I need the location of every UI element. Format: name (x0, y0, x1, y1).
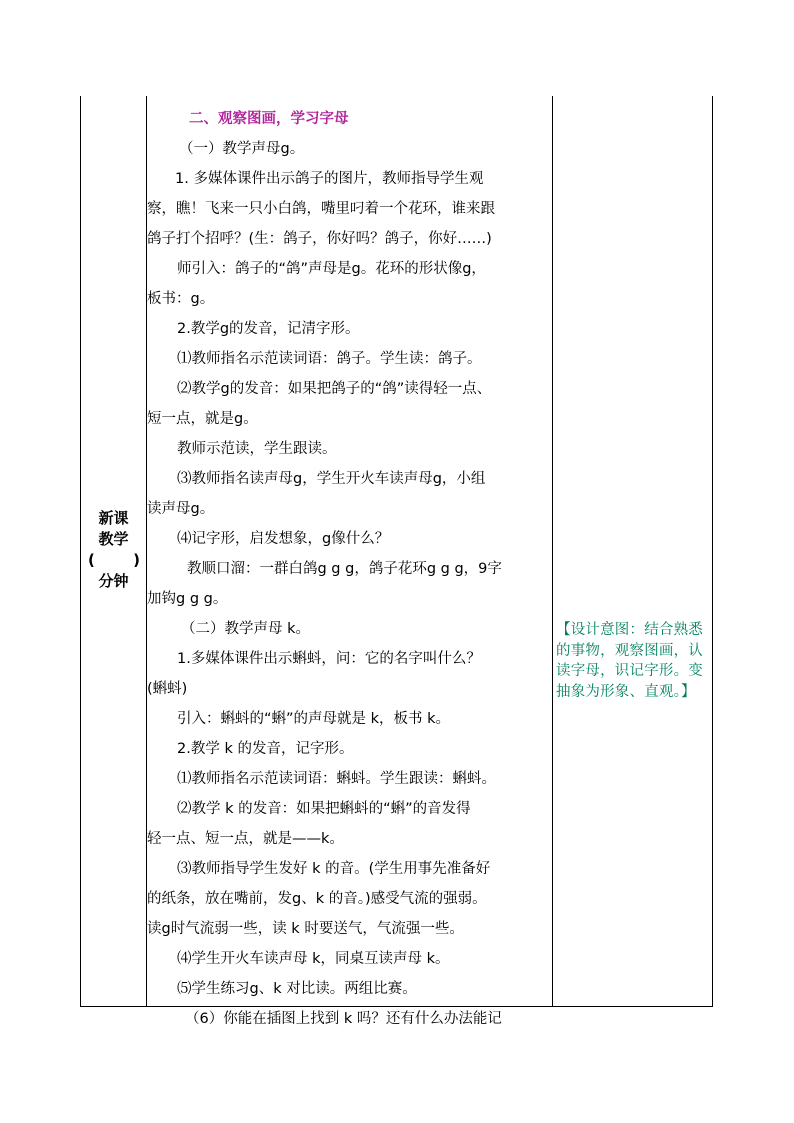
section-label-line4: 分钟 (98, 572, 129, 590)
lesson-content (147, 104, 529, 1034)
paragraph-line: 2.教学g的发音，记清字形。 (177, 321, 360, 337)
paragraph-line: 引入：蝌蚪的“蝌”的声母就是 k，板书 k。 (177, 711, 451, 727)
minutes-blank (81, 550, 146, 571)
paragraph-line: ⑸学生练习g、k 对比读。两组比赛。 (177, 981, 417, 997)
section-label-line1: 新课 (98, 509, 129, 527)
paragraph-line: 的纸条，放在嘴前，发g、k 的音。)感受气流的强弱。 (147, 891, 487, 907)
section-label (81, 508, 146, 592)
lesson-table (80, 96, 713, 1027)
section-heading: 二、观察图画，学习字母 (189, 111, 349, 127)
paragraph-line: 加钩g g g。 (147, 591, 228, 607)
paragraph-line: (蝌蚪) (147, 681, 188, 697)
paragraph-line: 教顺口溜：一群白鸽g g g，鸽子花环g g g，9字 (187, 561, 502, 577)
paragraph-line: （6）你能在插图上找到 k 吗？还有什么办法能记 (185, 1011, 502, 1027)
paren-open: ( (88, 551, 95, 569)
paragraph-line: 读g时气流弱一些，读 k 时要送气，气流强一些。 (147, 921, 464, 937)
paragraph-line: ⑶教师指名读声母g，学生开火车读声母g，小组 (177, 471, 486, 487)
paragraph-line: 教师示范读，学生跟读。 (177, 441, 337, 457)
paragraph-line: ⑶教师指导学生发好 k 的音。(学生用事先准备好 (177, 861, 491, 877)
paragraph-line: ⑷记字形，启发想象，g像什么？ (177, 531, 390, 547)
paragraph-line: 轻一点、短一点，就是——k。 (147, 831, 344, 847)
paragraph-line: 察，瞧！飞来一只小白鸽，嘴里叼着一个花环，谁来跟 (147, 201, 495, 217)
paragraph-line: ⑷学生开火车读声母 k，同桌互读声母 k。 (177, 951, 450, 967)
paragraph-line: ⑴教师指名示范读词语：鸽子。学生读：鸽子。 (177, 351, 482, 367)
paragraph-line: 短一点，就是g。 (147, 411, 258, 427)
paragraph-line: 师引入：鸽子的“鸽”声母是g。花环的形状像g， (177, 261, 486, 277)
paragraph-line: ⑴教师指名示范读词语：蝌蚪。学生跟读：蝌蚪。 (177, 771, 496, 787)
paragraph-line: ⑵教学 k 的发音：如果把蝌蚪的“蝌”的音发得 (177, 801, 471, 817)
design-intent-note: 【设计意图：结合熟悉的事物，观察图画，认读字母，识记字形。变抽象为形象、直观。】 (556, 622, 703, 700)
paragraph-line: 板书：g。 (147, 291, 215, 307)
paragraph-line: 鸽子打个招呼？(生：鸽子，你好吗？鸽子，你好……) (147, 231, 492, 247)
paren-close: ) (133, 551, 140, 569)
section-label-line2: 教学 (98, 530, 129, 548)
paragraph-line: ⑵教学g的发音：如果把鸽子的“鸽”读得轻一点、 (177, 381, 492, 397)
paragraph-line: 1. 多媒体课件出示鸽子的图片，教师指导学生观 (175, 171, 484, 187)
paragraph-line: 1.多媒体课件出示蝌蚪，问：它的名字叫什么？ (177, 651, 481, 667)
column-divider-right (552, 96, 553, 1006)
subsection-title-k: （二）教学声母 k。 (181, 621, 311, 637)
subsection-title-g: （一）教学声母g。 (179, 141, 305, 157)
paragraph-line: 2.教学 k 的发音，记字形。 (177, 741, 354, 757)
paragraph-line: 读声母g。 (147, 501, 215, 517)
